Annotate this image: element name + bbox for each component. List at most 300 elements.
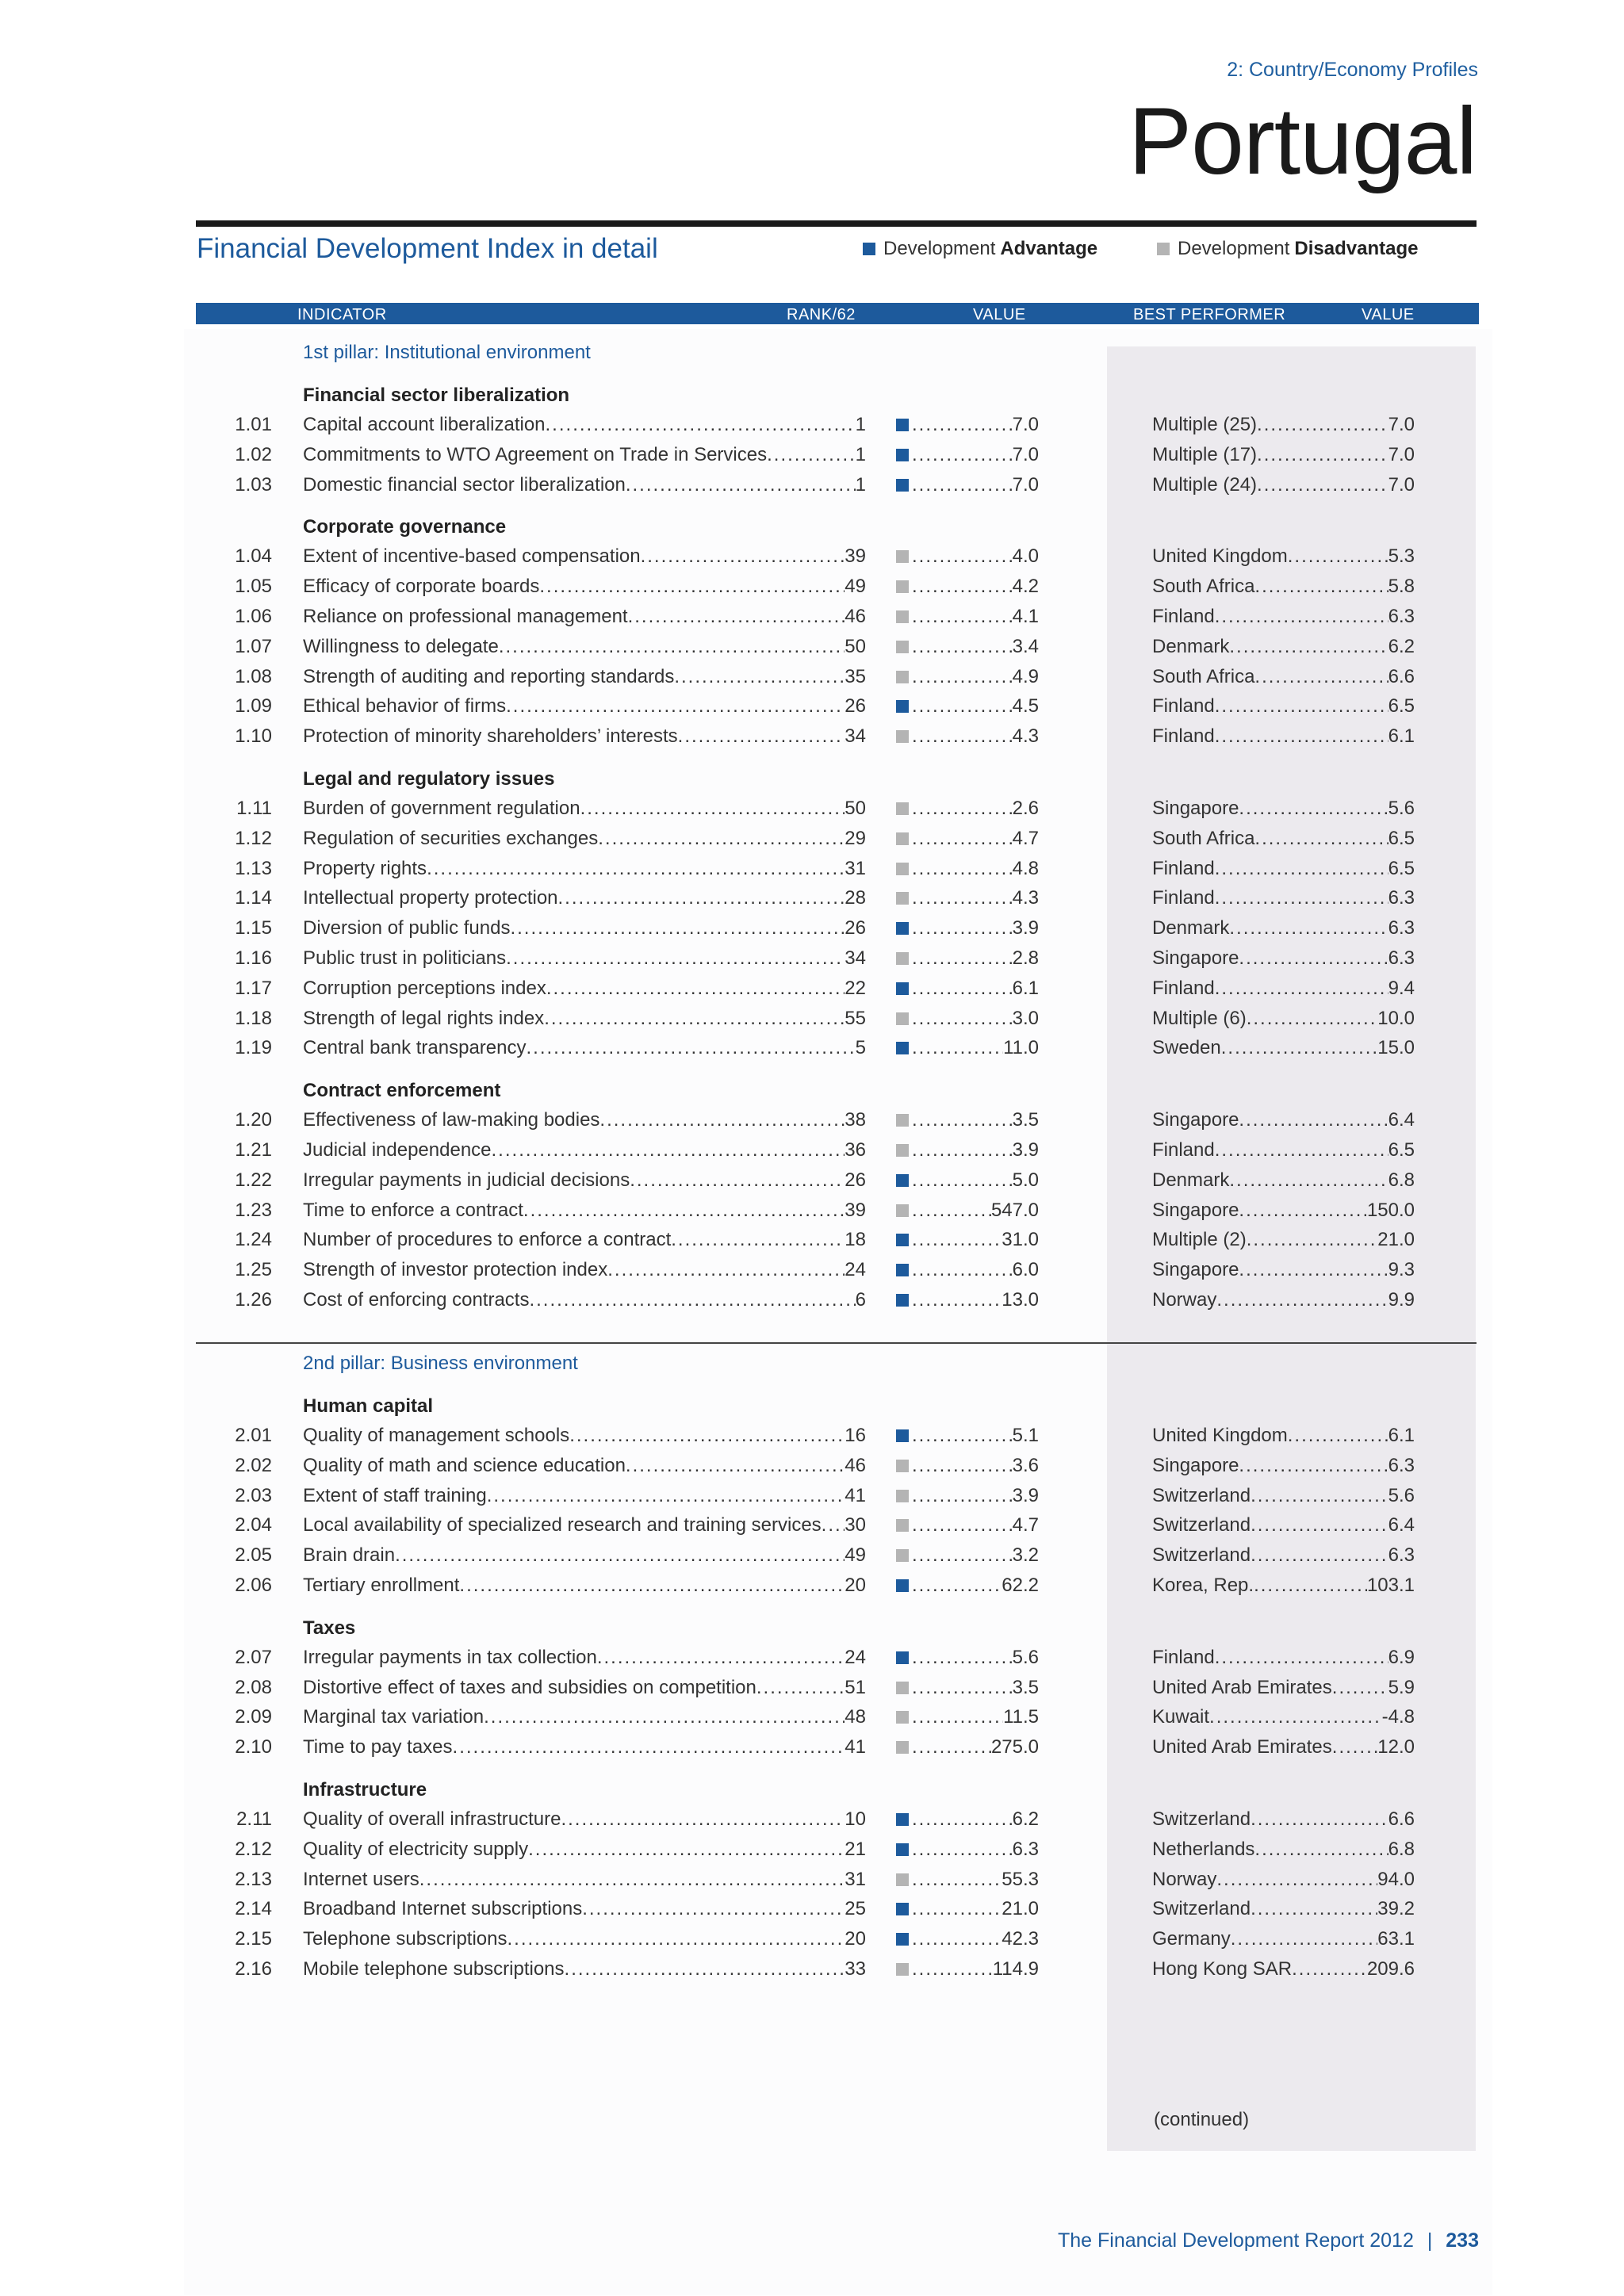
value-cell (912, 1898, 1039, 1920)
indicator-number: 1.11 (236, 798, 272, 819)
indicator-number: 1.18 (235, 1007, 272, 1029)
indicator-name: Diversion of public funds (303, 917, 511, 939)
rank-value: 18 (845, 1229, 866, 1251)
indicator-cell (303, 1229, 866, 1251)
table-row (0, 1514, 1624, 1538)
disadvantage-square-icon (896, 1490, 909, 1502)
indicator-value: 3.5 (1012, 1109, 1039, 1131)
advantage-square-icon (896, 1234, 909, 1246)
indicator-name: Domestic financial sector liberalization (303, 473, 626, 496)
disadvantage-square-icon (896, 1963, 909, 1976)
indicator-value: 6.2 (1012, 1808, 1039, 1830)
rank-value: 41 (845, 1484, 866, 1506)
table-row (0, 1928, 1624, 1952)
indicator-value: 6.0 (1012, 1259, 1039, 1281)
best-performer-name: Switzerland (1152, 1898, 1251, 1920)
best-performer-value: 5.6 (1388, 1484, 1415, 1506)
indicator-cell (303, 1575, 866, 1597)
dot-leader (671, 1229, 845, 1251)
best-performer-cell (1152, 798, 1415, 820)
best-performer-name: Finland (1152, 887, 1215, 909)
best-performer-name: Singapore (1152, 1199, 1239, 1221)
best-performer-name: Denmark (1152, 917, 1230, 939)
dot-leader (1251, 1485, 1388, 1507)
group-title: Financial sector liberalization (303, 385, 570, 406)
indicator-value: 3.9 (1012, 917, 1039, 939)
rank-value: 1 (855, 414, 866, 435)
dot-leader (912, 1898, 1002, 1920)
dot-leader (419, 1869, 845, 1891)
advantage-square-icon (896, 700, 909, 713)
best-performer-name: Kuwait (1152, 1706, 1210, 1728)
disadvantage-square-icon (896, 1741, 909, 1754)
rank-value: 46 (845, 606, 866, 627)
dot-leader (1215, 1647, 1388, 1669)
table-row (0, 1289, 1624, 1313)
indicator-name: Capital account liberalization (303, 414, 546, 435)
indicator-name: Public trust in politicians (303, 947, 507, 969)
best-performer-name: South Africa (1152, 827, 1255, 849)
table-row (0, 1544, 1624, 1568)
indicator-number: 1.15 (235, 917, 272, 939)
indicator-number: 2.10 (235, 1736, 272, 1758)
indicator-cell (303, 1037, 866, 1059)
dot-leader (1239, 947, 1388, 970)
indicator-number: 2.04 (235, 1514, 272, 1536)
indicator-name: Distortive effect of taxes and subsidies on competition (303, 1676, 756, 1698)
indicator-number: 1.07 (235, 635, 272, 657)
rank-value: 5 (855, 1037, 866, 1059)
indicator-value: 2.8 (1012, 947, 1039, 969)
dot-leader (674, 666, 845, 688)
best-performer-cell (1152, 1229, 1415, 1251)
dot-leader (582, 1898, 845, 1920)
rank-value: 39 (845, 545, 866, 568)
best-performer-value: 6.5 (1388, 857, 1415, 879)
dot-leader (912, 887, 1013, 909)
dot-leader (506, 695, 845, 718)
rank-value: 20 (845, 1575, 866, 1596)
indicator-value: 4.2 (1012, 576, 1039, 598)
advantage-square-icon (896, 1264, 909, 1276)
best-performer-name: South Africa (1152, 576, 1255, 598)
value-cell (912, 1736, 1039, 1758)
best-performer-name: Singapore (1152, 798, 1239, 819)
rank-value: 26 (845, 1169, 866, 1191)
indicator-cell (303, 636, 866, 658)
value-cell (912, 1109, 1039, 1131)
indicator-cell (303, 1869, 866, 1891)
dot-leader (912, 798, 1013, 820)
footer-report-title: The Financial Development Report 2012 (1058, 2229, 1414, 2252)
indicator-number: 2.03 (235, 1484, 272, 1506)
dot-leader (565, 1958, 845, 1980)
indicator-name: Strength of investor protection index (303, 1259, 608, 1281)
indicator-name: Efficacy of corporate boards (303, 576, 540, 598)
header-value: VALUE (973, 306, 1026, 323)
dot-leader (427, 858, 845, 880)
best-performer-name: Finland (1152, 857, 1215, 879)
indicator-number: 2.06 (235, 1575, 272, 1596)
table-header (196, 303, 1479, 324)
dot-leader (912, 1544, 1013, 1567)
value-cell (912, 545, 1039, 568)
best-performer-cell (1152, 1544, 1415, 1567)
best-performer-name: United Arab Emirates (1152, 1736, 1332, 1758)
best-performer-value: 9.3 (1388, 1259, 1415, 1281)
dot-leader (630, 1169, 845, 1192)
dot-leader (1229, 1169, 1388, 1192)
disadvantage-square-icon (896, 892, 909, 905)
indicator-name: Brain drain (303, 1544, 396, 1567)
footer-separator: | (1427, 2229, 1433, 2252)
table-row (0, 947, 1624, 971)
value-cell (912, 636, 1039, 658)
pillar-title: 2nd pillar: Business environment (303, 1353, 578, 1374)
indicator-value: 7.0 (1012, 443, 1039, 465)
indicator-value: 13.0 (1002, 1289, 1039, 1311)
indicator-cell (303, 1544, 866, 1567)
indicator-cell (303, 695, 866, 718)
advantage-square-icon (896, 922, 909, 935)
indicator-number: 2.07 (235, 1646, 272, 1668)
section-label: 2: Country/Economy Profiles (1227, 59, 1478, 81)
dot-leader (1247, 1229, 1378, 1251)
best-performer-value: 6.3 (1388, 917, 1415, 939)
legend-disadvantage-prefix: Development (1178, 238, 1290, 259)
table-row (0, 917, 1624, 941)
group-title: Human capital (303, 1395, 434, 1417)
best-performer-value: 6.1 (1388, 725, 1415, 748)
dot-leader (1239, 1200, 1367, 1222)
value-cell (912, 1200, 1039, 1222)
rank-value: 46 (845, 1454, 866, 1476)
header-rank: RANK/62 (787, 306, 856, 323)
dot-leader (912, 666, 1013, 688)
indicator-cell (303, 978, 866, 1000)
rank-value: 28 (845, 887, 866, 909)
best-performer-cell (1152, 606, 1415, 628)
dot-leader (580, 798, 845, 820)
indicator-value: 2.6 (1012, 798, 1039, 819)
advantage-square-icon (896, 1429, 909, 1442)
best-performer-name: United Arab Emirates (1152, 1676, 1332, 1698)
dot-leader (912, 1928, 1002, 1950)
dot-leader (510, 917, 845, 939)
table-row (0, 1229, 1624, 1253)
table-row (0, 1898, 1624, 1922)
best-performer-cell (1152, 1647, 1415, 1669)
best-performer-cell (1152, 1839, 1415, 1861)
best-performer-cell (1152, 1898, 1415, 1920)
indicator-name: Strength of auditing and reporting standards (303, 665, 675, 687)
rank-value: 31 (845, 857, 866, 879)
dot-leader (598, 828, 845, 850)
value-cell (912, 1425, 1039, 1447)
indicator-name: Judicial independence (303, 1139, 492, 1161)
best-performer-cell (1152, 1200, 1415, 1222)
advantage-square-icon (896, 449, 909, 461)
dot-leader (395, 1544, 845, 1567)
indicator-name: Time to pay taxes (303, 1736, 453, 1758)
dot-leader (1239, 1259, 1388, 1281)
dot-leader (1251, 1808, 1388, 1831)
table-row (0, 606, 1624, 629)
rank-value: 10 (845, 1808, 866, 1830)
indicator-value: 7.0 (1012, 414, 1039, 435)
pillar-title: 1st pillar: Institutional environment (303, 342, 591, 363)
indicator-cell (303, 1928, 866, 1950)
dot-leader (561, 1808, 845, 1831)
indicator-value: 275.0 (990, 1736, 1039, 1758)
best-performer-name: Hong Kong SAR (1152, 1958, 1293, 1980)
indicator-name: Tertiary enrollment (303, 1575, 460, 1596)
advantage-square-icon (896, 1579, 909, 1592)
best-performer-cell (1152, 1425, 1415, 1447)
best-performer-value: 39.2 (1377, 1898, 1415, 1920)
legend-advantage-prefix: Development (883, 238, 996, 259)
indicator-cell (303, 1677, 866, 1699)
best-performer-value: 6.8 (1388, 1838, 1415, 1860)
dot-leader (1221, 1037, 1378, 1059)
indicator-name: Quality of math and science education (303, 1454, 626, 1476)
best-performer-cell (1152, 444, 1415, 466)
value-cell (912, 606, 1039, 628)
indicator-name: Internet users (303, 1868, 419, 1890)
rank-value: 33 (845, 1958, 866, 1980)
disadvantage-square-icon (896, 1549, 909, 1562)
best-performer-cell (1152, 695, 1415, 718)
best-performer-cell (1152, 1958, 1415, 1980)
table-row (0, 978, 1624, 1001)
indicator-cell (303, 858, 866, 880)
value-cell (912, 978, 1039, 1000)
best-performer-value: 5.9 (1388, 1676, 1415, 1698)
dot-leader (912, 545, 1013, 568)
indicator-cell (303, 444, 866, 466)
best-performer-value: 6.8 (1388, 1169, 1415, 1191)
indicator-value: 4.3 (1012, 725, 1039, 748)
dot-leader (1216, 1289, 1388, 1311)
best-performer-name: Denmark (1152, 635, 1230, 657)
dot-leader (1229, 636, 1388, 658)
best-performer-value: 7.0 (1388, 443, 1415, 465)
rank-value: 34 (845, 725, 866, 748)
indicator-number: 1.17 (235, 977, 272, 999)
best-performer-name: Finland (1152, 1139, 1215, 1161)
indicator-cell (303, 1958, 866, 1980)
best-performer-value: 6.6 (1388, 1808, 1415, 1830)
value-cell (912, 828, 1039, 850)
best-performer-value: 12.0 (1377, 1736, 1415, 1758)
best-performer-cell (1152, 1677, 1415, 1699)
indicator-number: 1.12 (235, 827, 272, 849)
indicator-cell (303, 414, 866, 436)
advantage-square-icon (896, 1903, 909, 1915)
best-performer-name: Singapore (1152, 1259, 1239, 1281)
value-cell (912, 1455, 1039, 1477)
table-row (0, 1647, 1624, 1670)
best-performer-value: 6.3 (1388, 947, 1415, 969)
best-performer-value: 6.1 (1388, 1425, 1415, 1446)
dot-leader (912, 828, 1013, 850)
dot-leader (912, 576, 1013, 598)
disadvantage-square-icon (896, 730, 909, 743)
best-performer-cell (1152, 1289, 1415, 1311)
value-cell (912, 1706, 1039, 1728)
best-performer-cell (1152, 1037, 1415, 1059)
disadvantage-square-icon (896, 550, 909, 563)
rank-value: 49 (845, 576, 866, 598)
indicator-value: 3.0 (1012, 1007, 1039, 1029)
indicator-value: 4.8 (1012, 857, 1039, 879)
best-performer-cell (1152, 636, 1415, 658)
rank-value: 26 (845, 917, 866, 939)
value-cell (912, 576, 1039, 598)
indicator-value: 4.3 (1012, 887, 1039, 909)
best-performer-cell (1152, 666, 1415, 688)
best-performer-name: Denmark (1152, 1169, 1230, 1191)
dot-leader (1215, 858, 1388, 880)
dot-leader (487, 1485, 845, 1507)
dot-leader (912, 444, 1013, 466)
rank-value: 21 (845, 1838, 866, 1860)
dot-leader (912, 917, 1013, 939)
indicator-name: Quality of overall infrastructure (303, 1808, 561, 1830)
table-row (0, 1169, 1624, 1193)
indicator-name: Number of procedures to enforce a contract (303, 1229, 672, 1251)
indicator-name: Reliance on professional management (303, 606, 628, 627)
indicator-value: 42.3 (1002, 1928, 1039, 1950)
disadvantage-square-icon (896, 1519, 909, 1532)
indicator-number: 1.02 (235, 443, 272, 465)
dot-leader (912, 1259, 1013, 1281)
table-row (0, 1485, 1624, 1509)
indicator-value: 5.1 (1012, 1425, 1039, 1446)
indicator-number: 1.06 (235, 606, 272, 627)
rank-value: 30 (845, 1514, 866, 1536)
indicator-cell (303, 1485, 866, 1507)
value-cell (912, 1139, 1039, 1161)
indicator-number: 2.02 (235, 1454, 272, 1476)
indicator-number: 2.12 (235, 1838, 272, 1860)
disadvantage-square-icon (896, 1114, 909, 1127)
table-row (0, 1736, 1624, 1760)
best-performer-name: Multiple (24) (1152, 473, 1258, 496)
disadvantage-square-icon (896, 1711, 909, 1724)
indicator-number: 1.09 (235, 695, 272, 718)
legend-disadvantage-label: Disadvantage (1294, 238, 1419, 259)
dot-leader (912, 1958, 993, 1980)
best-performer-value: 9.9 (1388, 1289, 1415, 1311)
best-performer-name: United Kingdom (1152, 545, 1288, 568)
dot-leader (912, 1289, 1002, 1311)
indicator-number: 1.26 (235, 1289, 272, 1311)
dot-leader (912, 474, 1013, 496)
best-performer-value: 6.3 (1388, 887, 1415, 909)
indicator-name: Regulation of securities exchanges (303, 827, 599, 849)
page-number: 233 (1446, 2229, 1479, 2252)
best-performer-name: Finland (1152, 1646, 1215, 1668)
value-cell (912, 695, 1039, 718)
indicator-name: Ethical behavior of firms (303, 695, 507, 718)
group-title: Contract enforcement (303, 1080, 501, 1102)
indicator-number: 1.22 (235, 1169, 272, 1191)
rank-value: 41 (845, 1736, 866, 1758)
indicator-name: Burden of government regulation (303, 798, 580, 819)
dot-leader (607, 1259, 845, 1281)
indicator-number: 2.01 (235, 1425, 272, 1446)
rank-value: 39 (845, 1199, 866, 1221)
value-cell (912, 1839, 1039, 1861)
advantage-square-icon (896, 1174, 909, 1187)
table-row (0, 1706, 1624, 1730)
rank-value: 50 (845, 635, 866, 657)
best-performer-cell (1152, 1808, 1415, 1831)
rank-value: 31 (845, 1868, 866, 1890)
dot-leader (539, 576, 845, 598)
rank-value: 20 (845, 1928, 866, 1950)
advantage-square-icon (896, 1843, 909, 1856)
best-performer-value: 94.0 (1377, 1868, 1415, 1890)
dot-leader (912, 695, 1013, 718)
dot-leader (1332, 1736, 1378, 1758)
best-performer-cell (1152, 1514, 1415, 1536)
value-cell (912, 1647, 1039, 1669)
dot-leader (912, 1677, 1013, 1699)
dot-leader (508, 1928, 845, 1950)
table-row (0, 1037, 1624, 1061)
dot-leader (1216, 1869, 1377, 1891)
indicator-name: Quality of electricity supply (303, 1838, 529, 1860)
indicator-number: 1.14 (235, 887, 272, 909)
table-row (0, 414, 1624, 438)
dot-leader (1332, 1677, 1388, 1699)
advantage-square-icon (896, 419, 909, 431)
dot-leader (1215, 695, 1388, 718)
indicator-value: 3.5 (1012, 1676, 1039, 1698)
best-performer-value: 6.3 (1388, 1544, 1415, 1567)
dot-leader (912, 1575, 1002, 1597)
dot-leader (1229, 917, 1388, 939)
indicator-number: 1.20 (235, 1109, 272, 1131)
best-performer-name: Finland (1152, 695, 1215, 718)
value-cell (912, 1037, 1039, 1059)
best-performer-value: 10.0 (1377, 1007, 1415, 1029)
dot-leader (558, 887, 845, 909)
table-row (0, 666, 1624, 690)
value-cell (912, 1869, 1039, 1891)
indicator-value: 5.6 (1012, 1646, 1039, 1668)
indicator-number: 1.08 (235, 665, 272, 687)
rank-value: 25 (845, 1898, 866, 1920)
best-performer-name: Finland (1152, 977, 1215, 999)
rank-value: 48 (845, 1706, 866, 1728)
value-cell (912, 1575, 1039, 1597)
advantage-square-icon (896, 1813, 909, 1826)
table-row (0, 828, 1624, 851)
dot-leader (1215, 887, 1388, 909)
best-performer-name: Singapore (1152, 1109, 1239, 1131)
dot-leader (912, 1169, 1013, 1192)
legend-advantage-label: Advantage (1000, 238, 1098, 259)
disadvantage-square-icon (896, 641, 909, 653)
best-performer-cell (1152, 978, 1415, 1000)
dot-leader (912, 1109, 1013, 1131)
dot-leader (529, 1289, 855, 1311)
indicator-cell (303, 798, 866, 820)
dot-leader (912, 1229, 1002, 1251)
